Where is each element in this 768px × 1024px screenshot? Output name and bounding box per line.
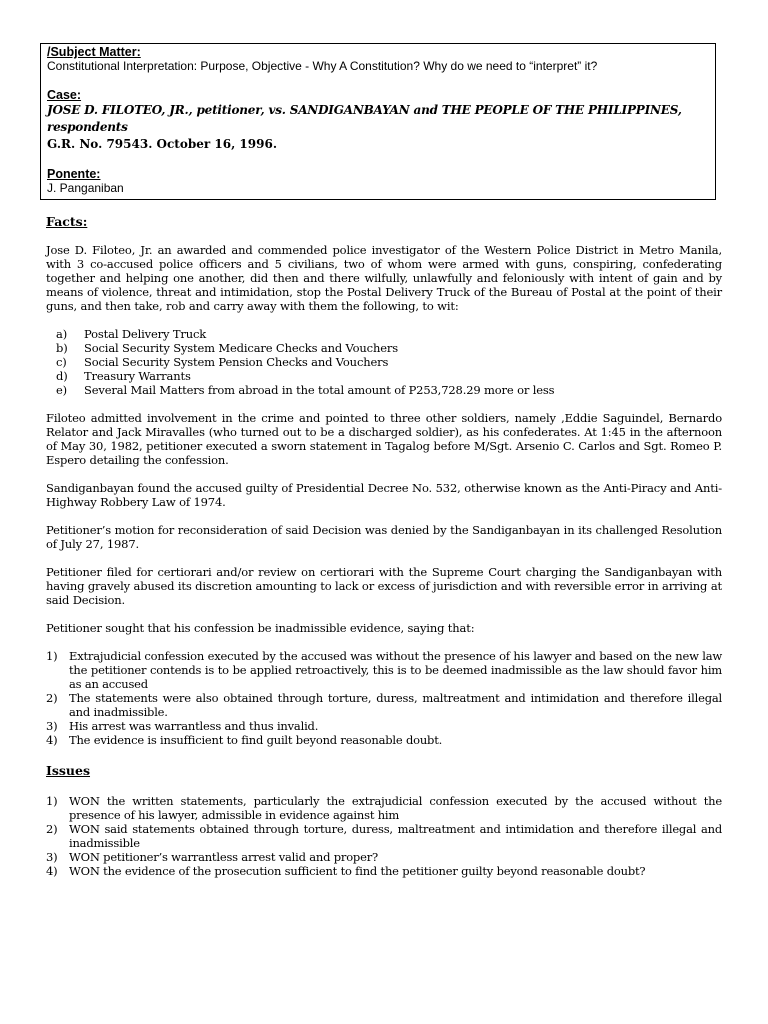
facts-heading: Facts: xyxy=(46,214,88,229)
issues-heading: Issues xyxy=(46,763,91,778)
list-item: 1) Extrajudicial confession executed by the accused was without the presence of his lawyer and based on the new law the petitioner contends is to be applied retroactively, this is to be deemed inadmissible as the law should favor him as an accused xyxy=(46,649,722,691)
case-title: JOSE D. FILOTEO, JR., petitioner, vs. SANDIGANBAYAN and THE PEOPLE OF THE PHILIPPINES, respondents xyxy=(47,103,682,134)
subject-matter-label: /Subject Matter: xyxy=(47,45,141,59)
list-item: 3) WON petitioner’s warrantless arrest valid and proper? xyxy=(46,850,378,864)
list-item: 4) WON the evidence of the prosecution sufficient to find the petitioner guilty beyond reasonable doubt? xyxy=(46,864,646,878)
subject-matter-text: Constitutional Interpretation: Purpose, Objective - Why A Constitution? Why do we need to “interpret” it? xyxy=(47,59,598,73)
facts-paragraph-2: Filoteo admitted involvement in the crime and pointed to three other soldiers, namely ,Eddie Saguindel, Bernardo Relator and Jack Miravalles (who turned out to be a discharged soldier), as his confederates. At 1:45 in the afternoon of May 30, 1982, petitioner executed a sworn statement in Tagalog before M/Sgt. Arsenio C. Carlos and Sgt. Romeo P. Espero detailing the confession. xyxy=(46,411,722,467)
list-item: e) Several Mail Matters from abroad in the total amount of P253,728.29 more or less xyxy=(56,383,555,397)
facts-paragraph-5: Petitioner filed for certiorari and/or review on certiorari with the Supreme Court charging the Sandiganbayan with having gravely abused its discretion amounting to lack or excess of jurisdiction and with reversible error in arriving at said Decision. xyxy=(46,565,722,607)
list-item: 1) WON the written statements, particularly the extrajudicial confession executed by the accused without the presence of his lawyer, admissible in evidence against him xyxy=(46,794,722,822)
facts-paragraph-3: Sandiganbayan found the accused guilty of Presidential Decree No. 532, otherwise known as the Anti-Piracy and Anti-Highway Robbery Law of 1974. xyxy=(46,481,722,509)
list-item: 2) WON said statements obtained through torture, duress, maltreatment and intimidation and therefore illegal and inadmissible xyxy=(46,822,722,850)
issues-list xyxy=(46,794,722,878)
facts-paragraph-4: Petitioner’s motion for reconsideration of said Decision was denied by the Sandiganbayan in its challenged Resolution of July 27, 1987. xyxy=(46,523,722,551)
list-item: 4) The evidence is insufficient to find guilt beyond reasonable doubt. xyxy=(46,733,443,747)
case-header-box xyxy=(40,43,716,200)
stolen-items-list xyxy=(46,327,722,397)
ponente-label: Ponente: xyxy=(47,167,101,181)
document-page xyxy=(46,43,722,878)
list-item: c) Social Security System Pension Checks and Vouchers xyxy=(56,355,389,369)
list-item: 2) The statements were also obtained through torture, duress, maltreatment and intimidation and therefore illegal and inadmissible. xyxy=(46,691,722,719)
gr-number: G.R. No. 79543. October 16, 1996. xyxy=(47,137,278,151)
list-item: 3) His arrest was warrantless and thus invalid. xyxy=(46,719,319,733)
list-item: a) Postal Delivery Truck xyxy=(56,327,207,341)
list-item: d) Treasury Warrants xyxy=(56,369,191,383)
contentions-list xyxy=(46,649,722,747)
facts-paragraph-1: Jose D. Filoteo, Jr. an awarded and commended police investigator of the Western Police District in Metro Manila, with 3 co-accused police officers and 5 civilians, two of whom were armed with guns, conspiring, confederating together and helping one another, did then and there wilfully, unlawfully and feloniously with intent of gain and by means of violence, threat and intimidation, stop the Postal Delivery Truck of the Bureau of Postal at the point of their guns, and then take, rob and carry away with them the following, to wit: xyxy=(46,243,722,313)
case-label: Case: xyxy=(47,88,82,102)
facts-paragraph-6: Petitioner sought that his confession be inadmissible evidence, saying that: xyxy=(46,621,475,635)
list-item: b) Social Security System Medicare Checks and Vouchers xyxy=(56,341,398,355)
ponente-text: J. Panganiban xyxy=(47,181,124,195)
